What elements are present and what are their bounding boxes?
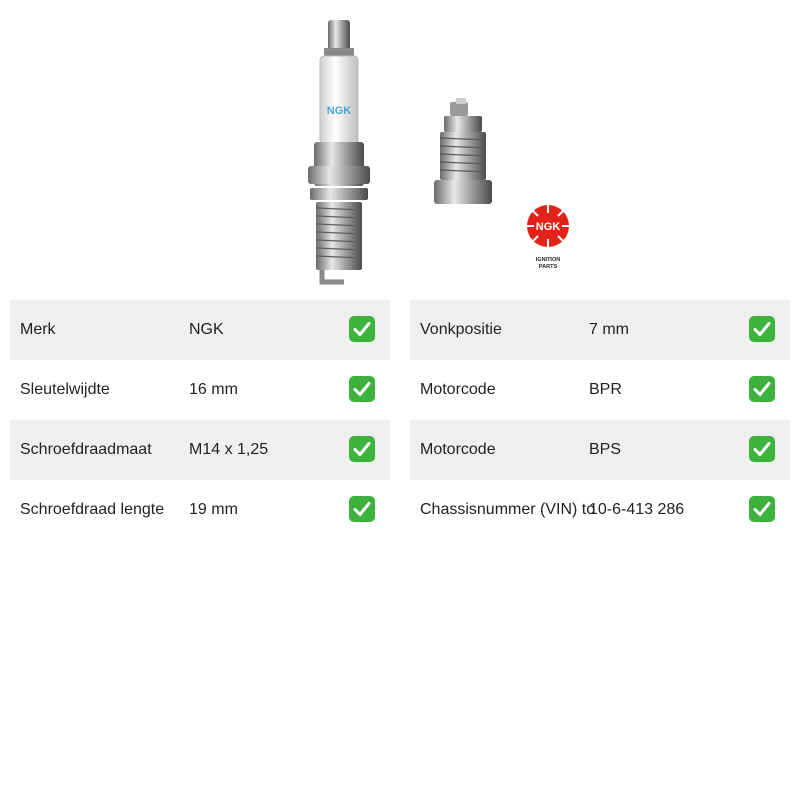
spec-label: Schroefdraad lengte [20,501,165,518]
check-icon [749,496,775,522]
logo-tagline-2: PARTS [538,264,558,270]
spec-table-left [10,300,390,540]
product-print-text: NGK [326,105,352,117]
spec-row [10,360,390,420]
product-images [0,0,800,290]
spec-value: BPR [589,381,622,398]
spec-label: Chassisnummer (VIN) to [420,501,596,518]
spec-label: Merk [20,321,56,338]
check-icon [349,496,375,522]
ngk-logo [522,204,574,274]
logo-tagline-1: IGNITION [535,257,561,263]
spec-label: Vonkpositie [420,321,502,338]
logo-brand-text: NGK [535,221,561,233]
spec-label: Schroefdraadmaat [20,441,152,458]
spec-value: M14 x 1,25 [189,441,269,458]
spec-value: NGK [189,321,224,338]
check-icon [349,316,375,342]
spec-row [410,480,790,540]
spec-value: 10-6-413 286 [589,501,685,518]
check-icon [349,436,375,462]
spec-row [410,360,790,420]
spark-plug-short-image [428,98,498,206]
spec-row [410,420,790,480]
spec-value: 19 mm [189,501,238,518]
spec-value: BPS [589,441,622,458]
spec-row [10,480,390,540]
spec-label: Motorcode [420,381,496,398]
spark-plug-image [300,18,380,288]
spec-row [10,420,390,480]
spec-label: Motorcode [420,441,496,458]
check-icon [749,376,775,402]
check-icon [749,316,775,342]
spec-value: 16 mm [189,381,238,398]
spec-row [10,300,390,360]
spec-row [410,300,790,360]
spec-table-right [410,300,790,540]
spec-value: 7 mm [589,321,629,338]
spec-label: Sleutelwijdte [20,381,110,398]
check-icon [349,376,375,402]
check-icon [749,436,775,462]
